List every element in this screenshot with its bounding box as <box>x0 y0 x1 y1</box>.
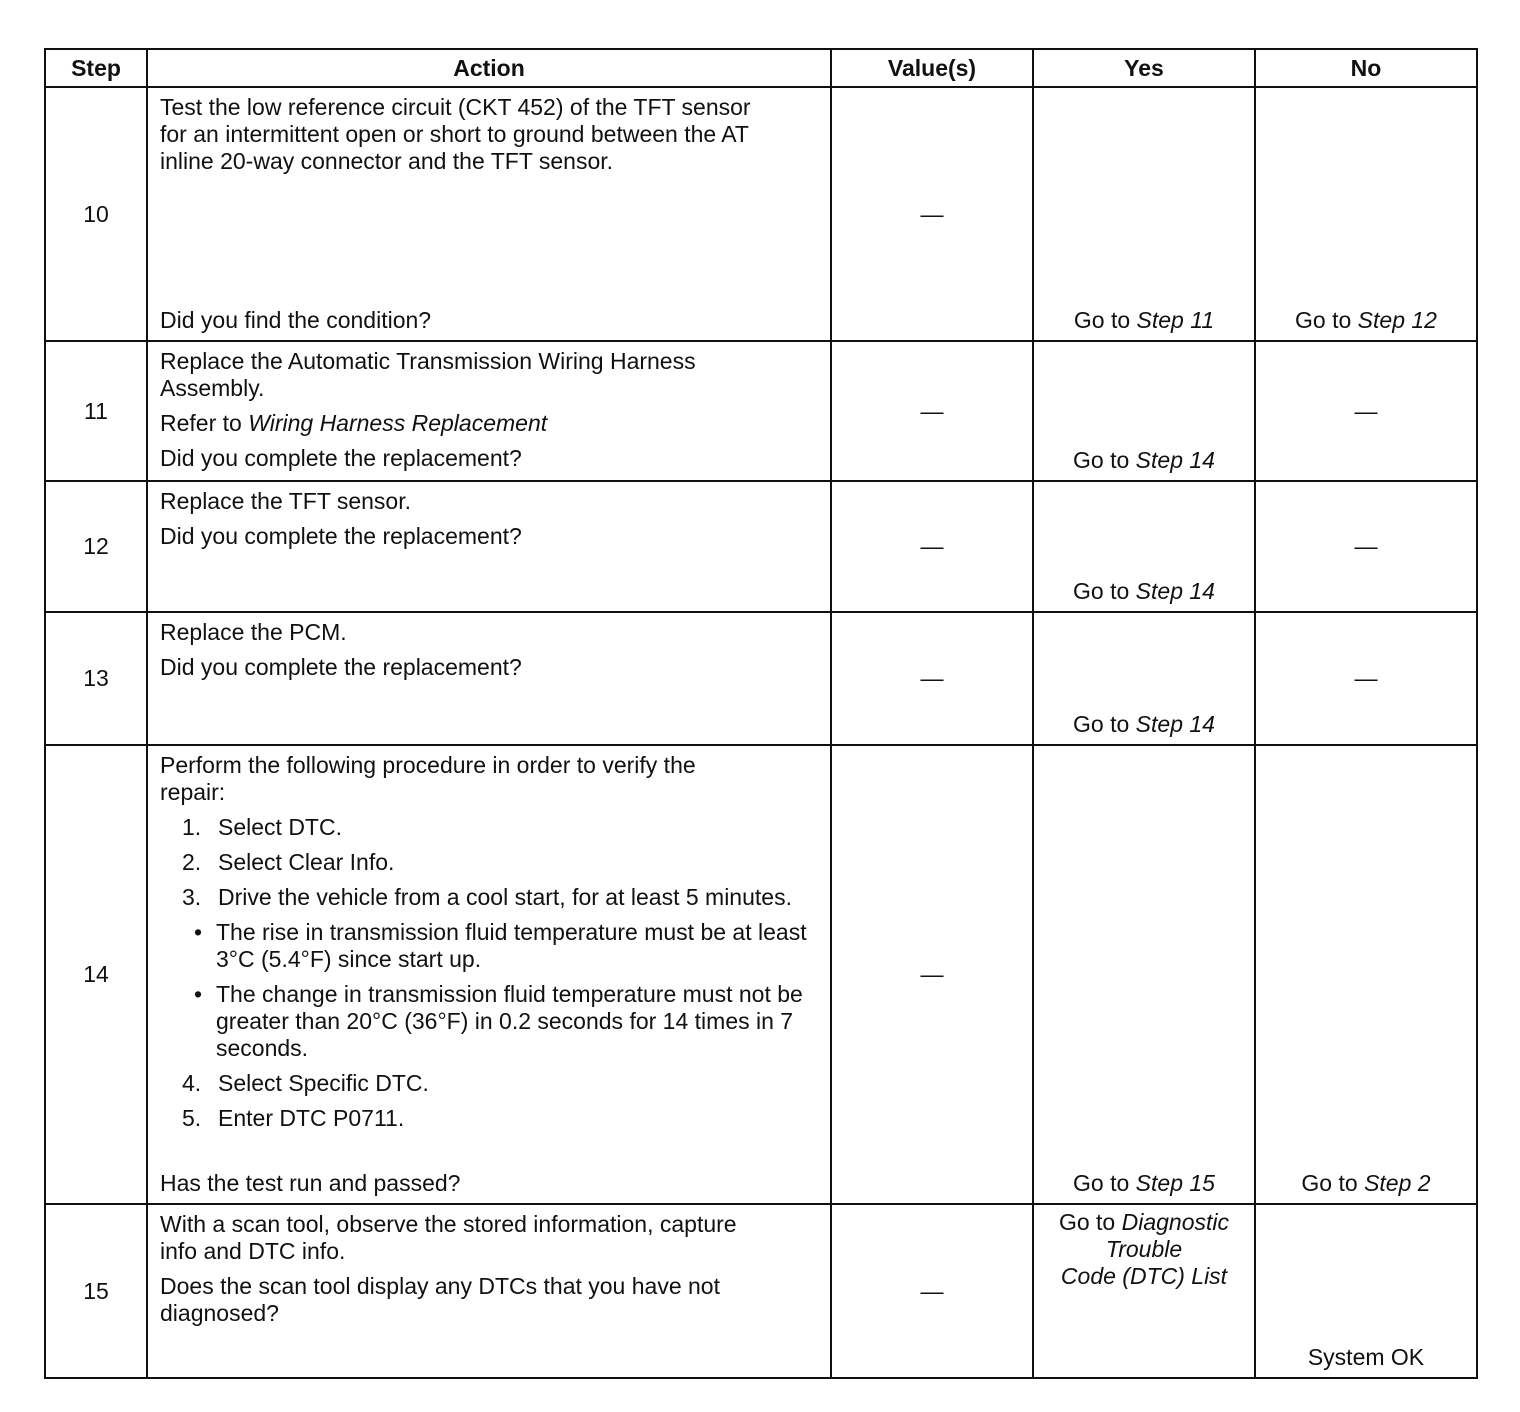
yes-step-link[interactable]: Step 14 <box>1135 447 1215 473</box>
condition-list <box>160 919 820 1062</box>
action-cell <box>147 481 831 612</box>
procedure-list-continued <box>160 1070 820 1132</box>
dtc-list-link[interactable]: Trouble <box>1105 1236 1183 1262</box>
refer-line <box>160 410 820 437</box>
value-cell <box>831 745 1033 1204</box>
action-text: inline 20-way connector and the TFT sensor. <box>160 148 614 174</box>
header-yes: Yes <box>1033 49 1255 87</box>
condition-bullet: • The change in transmission fluid temperature must not be greater than 20°C (36°F) in 0.2 seconds for 14 times in 7 seconds. <box>194 981 803 1061</box>
go-to-text: Go to <box>1301 1170 1358 1196</box>
yes-step-link[interactable]: Step 14 <box>1135 578 1215 604</box>
dtc-list-link[interactable]: Code (DTC) List <box>1060 1263 1228 1289</box>
step-number: 14 <box>45 745 147 1204</box>
go-to-text: Go to <box>1073 711 1130 737</box>
action-cell <box>147 612 831 745</box>
step-number: 10 <box>45 87 147 341</box>
go-to-text: Go to <box>1073 1170 1130 1196</box>
yes-cell <box>1033 612 1255 745</box>
action-text: Replace the TFT sensor. <box>160 488 412 514</box>
step-number: 12 <box>45 481 147 612</box>
action-cell <box>147 341 831 481</box>
table-row-step-13 <box>45 612 1477 745</box>
action-text: Test the low reference circuit (CKT 452) of the TFT sensor <box>160 94 751 120</box>
dash: — <box>1354 665 1378 691</box>
table-row-step-15 <box>45 1204 1477 1378</box>
value-cell <box>831 341 1033 481</box>
no-cell <box>1255 745 1477 1204</box>
yes-step-link[interactable]: Step 15 <box>1135 1170 1215 1196</box>
no-cell <box>1255 87 1477 341</box>
yes-cell <box>1033 745 1255 1204</box>
header-no: No <box>1255 49 1477 87</box>
action-text: Replace the PCM. <box>160 619 347 645</box>
action-text: info and DTC info. <box>160 1238 346 1264</box>
action-question: Did you complete the replacement? <box>160 523 522 549</box>
dash: — <box>920 397 944 424</box>
action-question: Did you complete the replacement? <box>160 445 522 471</box>
action-question: diagnosed? <box>160 1300 279 1326</box>
refer-link[interactable]: Wiring Harness Replacement <box>248 410 548 436</box>
go-to-text: Go to <box>1073 578 1130 604</box>
condition-bullet: • The rise in transmission fluid temperature must be at least 3°C (5.4°F) since start up. <box>194 919 807 972</box>
action-cell <box>147 1204 831 1378</box>
table-row-step-14 <box>45 745 1477 1204</box>
value-cell <box>831 87 1033 341</box>
yes-cell <box>1033 341 1255 481</box>
dash: — <box>920 533 944 559</box>
diagnostic-table <box>44 48 1478 1379</box>
step-number: 15 <box>45 1204 147 1378</box>
no-cell <box>1255 341 1477 481</box>
procedure-item: 1. Select DTC. <box>182 814 342 840</box>
value-cell <box>831 481 1033 612</box>
dash: — <box>1354 533 1378 559</box>
go-to-text: Go to <box>1073 447 1130 473</box>
yes-step-link[interactable]: Step 11 <box>1136 307 1215 333</box>
yes-cell <box>1033 481 1255 612</box>
value-cell <box>831 1204 1033 1378</box>
procedure-list <box>160 814 820 911</box>
yes-link-line <box>1034 1209 1254 1236</box>
yes-cell <box>1033 1204 1255 1378</box>
action-text: Assembly. <box>160 375 265 401</box>
value-cell <box>831 612 1033 745</box>
table-row-step-11 <box>45 341 1477 481</box>
no-cell <box>1255 612 1477 745</box>
go-to-text: Go to <box>1073 307 1131 333</box>
table-row-step-10 <box>45 87 1477 341</box>
action-text: With a scan tool, observe the stored information, capture <box>160 1211 737 1237</box>
no-step-link[interactable]: Step 2 <box>1364 1170 1431 1196</box>
diagnostic-table-container <box>44 48 1476 1379</box>
action-question: Has the test run and passed? <box>160 1170 461 1196</box>
action-text: Perform the following procedure in order to verify the <box>160 752 696 778</box>
no-step-link[interactable]: Step 12 <box>1357 307 1437 333</box>
action-text: Replace the Automatic Transmission Wiring Harness <box>160 348 696 374</box>
dash: — <box>920 1277 944 1304</box>
procedure-item: 3. Drive the vehicle from a cool start, for at least 5 minutes. <box>182 884 792 910</box>
table-row-step-12 <box>45 481 1477 612</box>
action-text: for an intermittent open or short to ground between the AT <box>160 121 749 147</box>
go-to-text: Go to <box>1295 307 1352 333</box>
action-question: Does the scan tool display any DTCs that you have not <box>160 1273 720 1299</box>
procedure-item: 5. Enter DTC P0711. <box>182 1105 405 1131</box>
dash: — <box>920 665 944 691</box>
action-text: repair: <box>160 779 226 805</box>
dash: — <box>1354 397 1378 424</box>
procedure-item: 4. Select Specific DTC. <box>182 1070 429 1096</box>
header-values: Value(s) <box>831 49 1033 87</box>
action-cell <box>147 87 831 341</box>
action-cell <box>147 745 831 1204</box>
dash: — <box>920 961 944 987</box>
action-question: Did you find the condition? <box>160 307 432 333</box>
dtc-list-link[interactable]: Diagnostic <box>1121 1209 1230 1235</box>
no-cell <box>1255 481 1477 612</box>
dash: — <box>920 200 944 227</box>
refer-prefix: Refer to <box>160 410 242 436</box>
header-row <box>45 49 1477 87</box>
header-action: Action <box>147 49 831 87</box>
action-question: Did you complete the replacement? <box>160 654 522 680</box>
step-number: 11 <box>45 341 147 481</box>
step-number: 13 <box>45 612 147 745</box>
header-step: Step <box>45 49 147 87</box>
no-cell: System OK <box>1255 1204 1477 1378</box>
yes-cell <box>1033 87 1255 341</box>
procedure-item: 2. Select Clear Info. <box>182 849 395 875</box>
go-to-text: Go to <box>1058 1209 1116 1235</box>
yes-step-link[interactable]: Step 14 <box>1135 711 1215 737</box>
